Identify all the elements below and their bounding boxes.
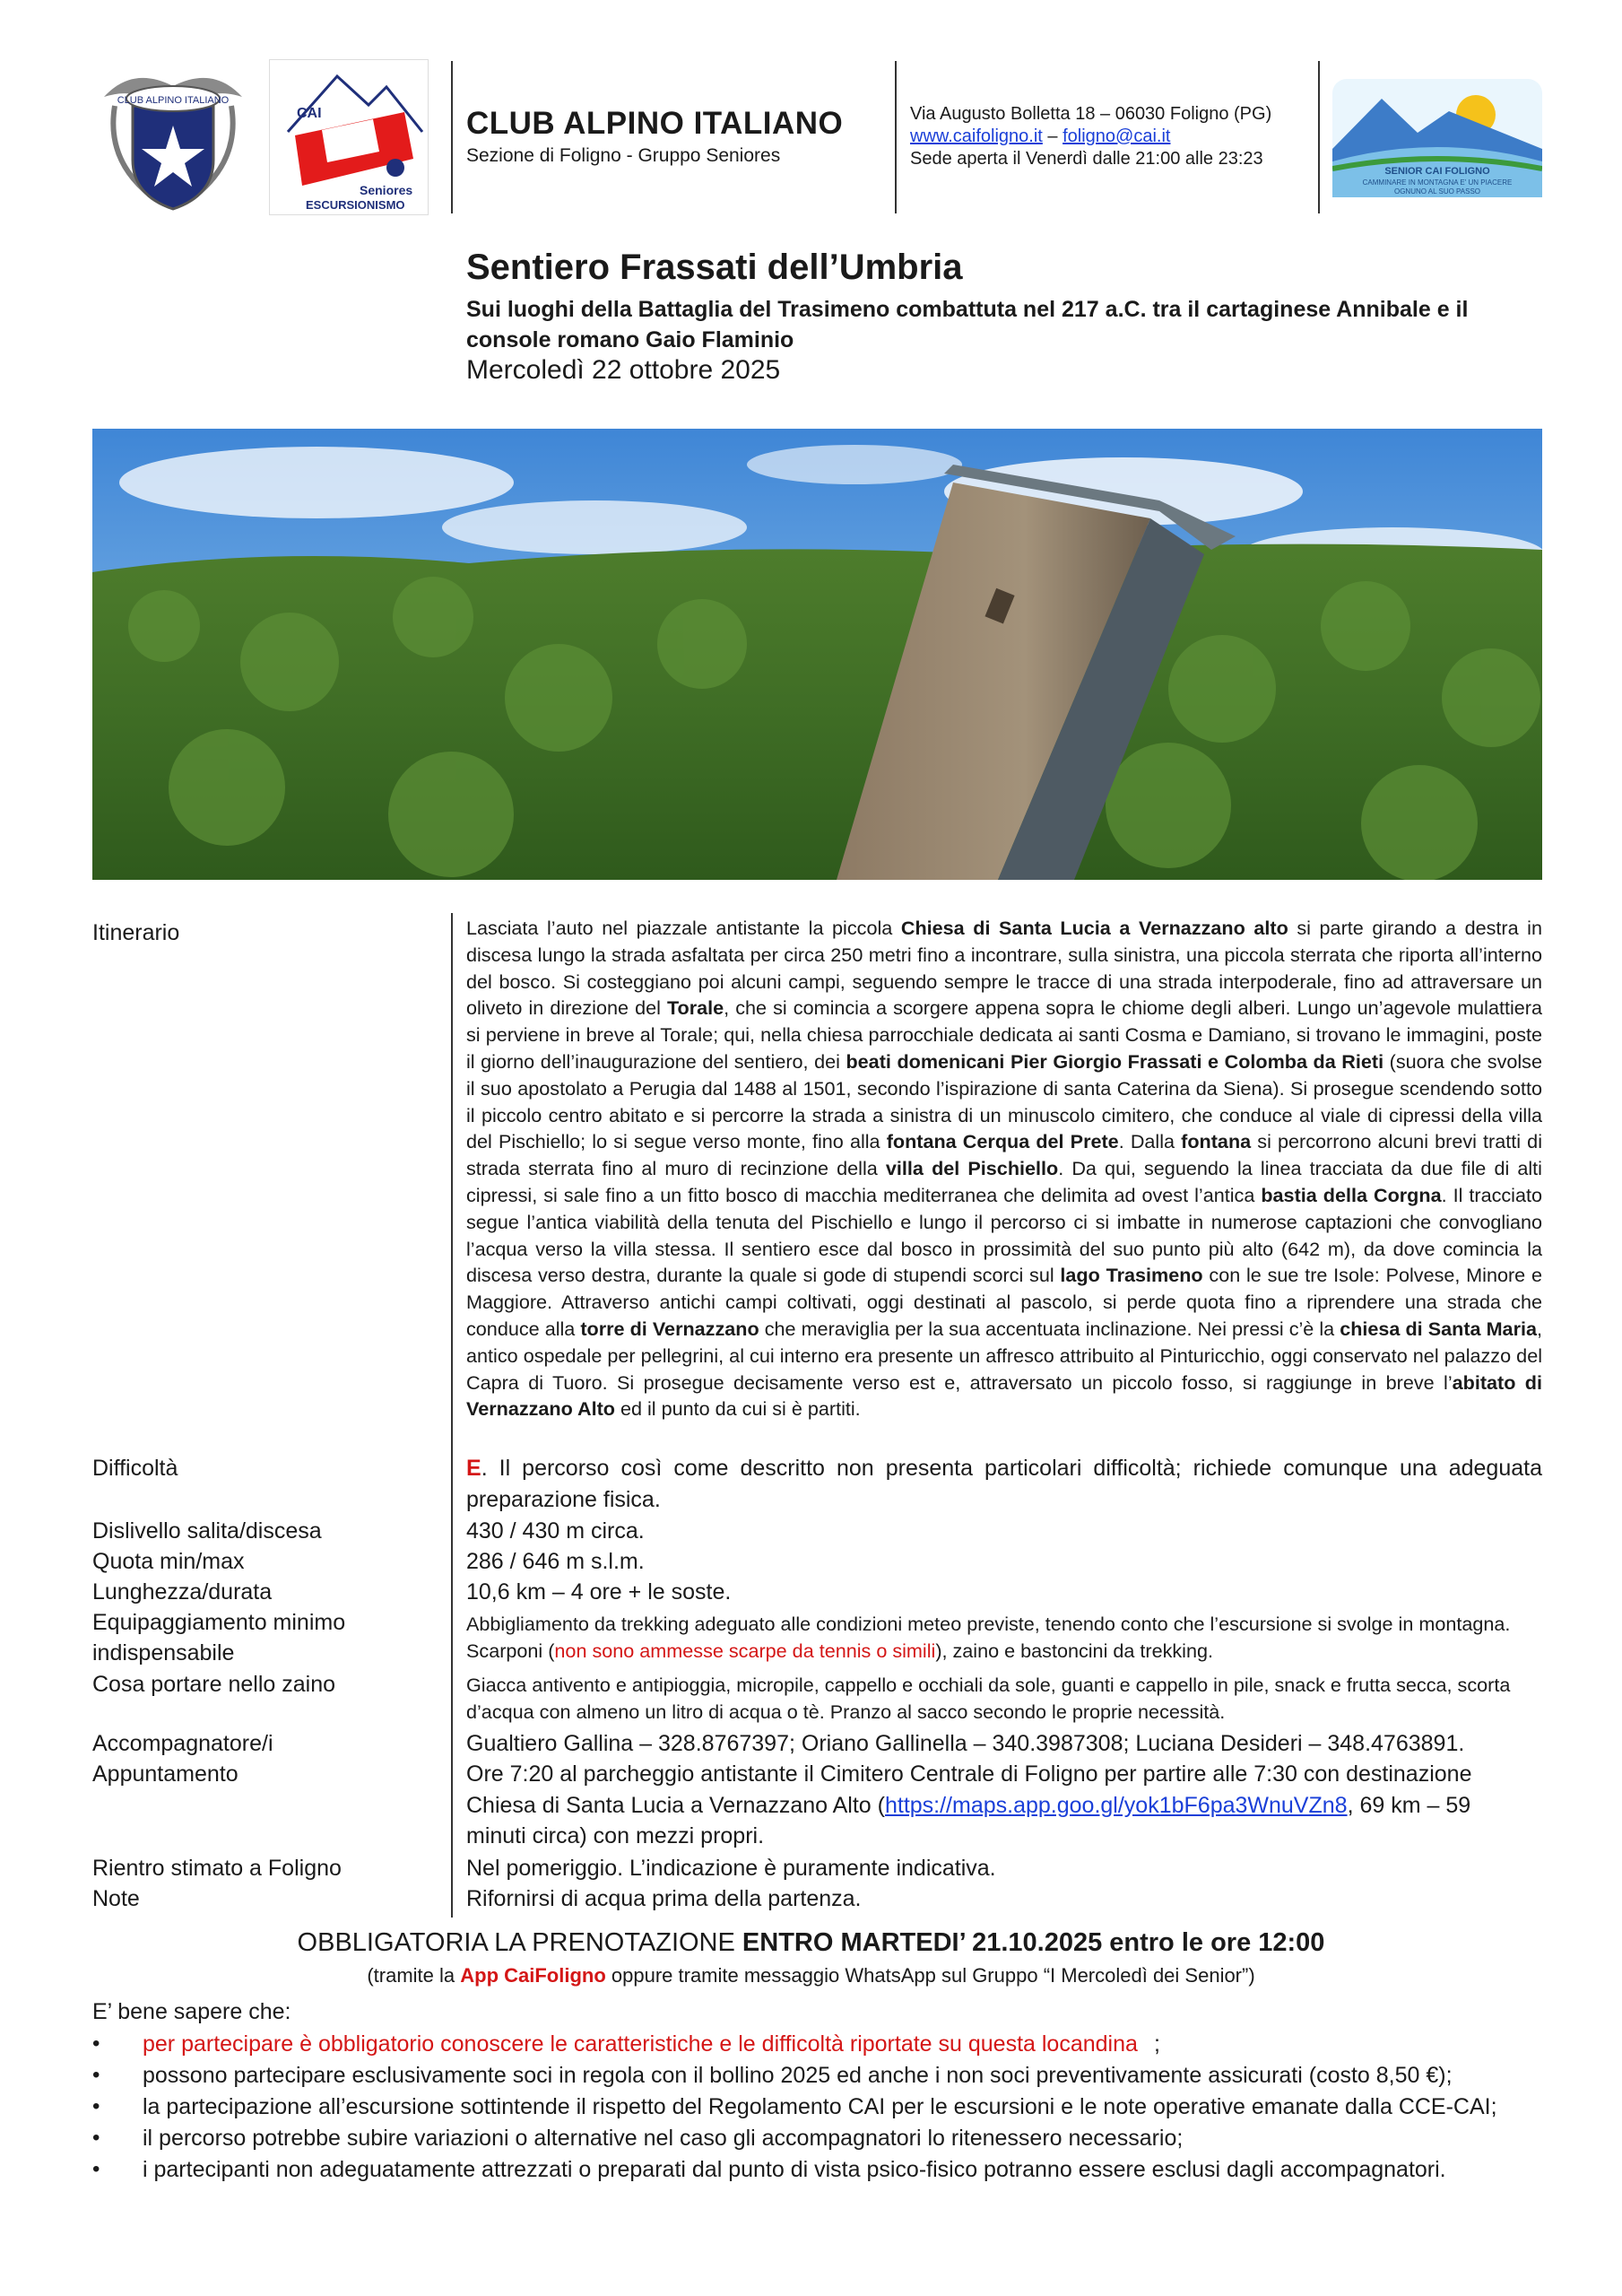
opening-hours: Sede aperta il Venerdì dalle 21:00 alle 23:23 <box>910 149 1263 169</box>
address: Via Augusto Bolletta 18 – 06030 Foligno (PG) <box>910 104 1272 124</box>
label-note: Note <box>92 1886 140 1911</box>
contact-block <box>910 103 1271 170</box>
svg-text:OGNUNO AL SUO PASSO: OGNUNO AL SUO PASSO <box>1393 187 1481 196</box>
label-lunghezza: Lunghezza/durata <box>92 1579 273 1605</box>
booking-notice: OBBLIGATORIA LA PRENOTAZIONE ENTRO MARTEDI’ 21.10.2025 entro le ore 12:00 <box>297 1928 1325 1957</box>
app-caifoligno: App CaiFoligno <box>460 1964 606 1987</box>
senior-cai-foligno-logo <box>1332 79 1542 197</box>
quota-value: 286 / 646 m s.l.m. <box>466 1549 645 1574</box>
email-link[interactable]: foligno@cai.it <box>1063 126 1171 146</box>
hero-photo-leaning-tower <box>92 429 1542 880</box>
label-appuntamento: Appuntamento <box>92 1761 239 1787</box>
header-divider-3 <box>1318 61 1320 213</box>
club-title: CLUB ALPINO ITALIANO <box>466 106 844 141</box>
itinerario-text: Lasciata l’auto nel piazzale antistante la piccola Chiesa di Santa Lucia a Vernazzano alto si parte girando a destra in discesa lungo la strada asfaltata per circa 250 metri fino a incontrare, sulla sinistra, una piccola sterrata che riporta all’interno del bosco. Si costeggiano poi alcuni campi, seguendo sempre le tracce di una strada interpoderale, fino ad attraversare un oliveto in direzione del Torale, che si comincia a scorgere appena sopra le chiome degli alberi. Lungo un’agevole mulattiera si perviene in breve al Torale; qui, nella chiesa parrocchiale dedicata ai santi Cosma e Damiano, si trovano le immagini, poste il giorno dell’inaugurazione del sentiero, dei beati domenicani Pier Giorgio Frassati e Colomba da Rieti (suora che svolse il suo apostolato a Perugia dal 1488 al 1501, secondo l’ispirazione di santa Caterina da Siena). Si prosegue scendendo sotto il piccolo centro abitato e si percorre la strada a sinistra di un minuscolo cimitero, che conduce al viale di cipressi della villa del Pischiello; lo si segue verso monte, fino alla fontana Cerqua del Prete. Dalla fontana si percorrono alcuni brevi tratti di strada sterrata fino al muro di recinzione della villa del Pischiello. Da qui, seguendo la linea tracciata da due file di alti cipressi, si sale fino a un fitto bosco di macchia mediterranea che delimita ad ovest l’antica bastia della Corgna. Il tracciato segue l’antica viabilità della tenuta del Pischiello e lungo il percorso ci si imbatte in numerose captazioni che convogliano l’acqua verso la villa stessa. Il sentiero esce dal bosco in prossimità del suo punto più alto (642 m), da dove comincia la discesa verso destra, durante la quale si gode di stupendi scorci sul lago Trasimeno con le sue tre Isole: Polvese, Minore e Maggiore. Attraverso antichi campi coltivati, oggi destinati al pascolo, si perde quota fino a riprendere una strada che conduce alla torre di Vernazzano che meraviglia per la sua accentuata inclinazione. Nei pressi c’è la chiesa di Santa Maria, antico ospedale per pellegrini, al cui interno era presente un affresco attribuito al Pinturicchio, oggi conservato nel palazzo del Capra di Tuoro. Si prosegue decisamente verso est e, attraversato un piccolo fosso, si raggiunge in breve l’abitato di Vernazzano Alto ed il punto da cui si è partiti. <box>466 917 1543 1421</box>
zaino-value: Giacca antivento e antipioggia, micropile, cappello e occhiali da sole, guanti e cappello in pile, snack e frutta secca, scorta d’acqua con almeno un litro di acqua o tè. Pranzo al sacco secondo le proprie necessità. <box>466 1674 1511 1723</box>
label-rientro: Rientro stimato a Foligno <box>92 1856 342 1881</box>
rientro-value: Nel pomeriggio. L’indicazione è puramente indicativa. <box>466 1856 996 1881</box>
label-zaino: Cosa portare nello zaino <box>92 1672 335 1697</box>
cai-eagle-logo <box>97 61 249 213</box>
page-subtitle: Sui luoghi della Battaglia del Trasimeno combattuta nel 217 a.C. tra il cartaginese Annibale e il console romano Gaio Flaminio <box>466 297 1469 352</box>
web-line: www.caifoligno.it – foligno@cai.it <box>910 126 1171 146</box>
cai-logo-text: CLUB ALPINO ITALIANO <box>117 95 230 106</box>
booking-method: (tramite la App CaiFoligno oppure tramite messaggio WhatsApp sul Gruppo “I Mercoledì dei Senior”) <box>367 1964 1255 1987</box>
lunghezza-value: 10,6 km – 4 ore + le soste. <box>466 1579 732 1605</box>
label-itinerario: Itinerario <box>92 920 180 945</box>
event-date: Mercoledì 22 ottobre 2025 <box>466 355 781 385</box>
club-subtitle: Sezione di Foligno - Gruppo Seniores <box>466 145 781 166</box>
website-link[interactable]: www.caifoligno.it <box>910 126 1043 146</box>
equipaggiamento-text: Abbigliamento da trekking adeguato alle condizioni meteo previste, tenendo conto che l’escursione si svolge in montagna. Scarponi (non sono ammesse scarpe da tennis o simili), zaino e bastoncini da trekking. <box>466 1613 1511 1662</box>
label-accompagnatori: Accompagnatore/i <box>92 1731 273 1756</box>
svg-text:SENIOR CAI FOLIGNO: SENIOR CAI FOLIGNO <box>1384 166 1490 177</box>
label-quota: Quota min/max <box>92 1549 245 1574</box>
header-divider-2 <box>895 61 897 213</box>
header-divider-1 <box>451 61 453 213</box>
appuntamento-text: Ore 7:20 al parcheggio antistante il Cimitero Centrale di Foligno per partire alle 7:30 con destinazione Chiesa di Santa Lucia a Vernazzano Alto (https://maps.app.goo.gl/yok1bF6pa3WnuVZn8, 69 km – 59 minuti circa) con mezzi propri. <box>466 1761 1472 1848</box>
difficulty-grade: E <box>466 1456 481 1481</box>
maps-link[interactable]: https://maps.app.goo.gl/yok1bF6pa3WnuVZn8 <box>884 1792 1348 1818</box>
label-difficolta: Difficoltà <box>92 1456 178 1481</box>
esc-seniores-logo <box>269 59 429 215</box>
difficolta-text: E. Il percorso così come descritto non presenta particolari difficoltà; richiede comunque una adeguata preparazione fisica. <box>466 1456 1542 1512</box>
page-title: Sentiero Frassati dell’Umbria <box>466 248 963 287</box>
notes-intro: E’ bene sapere che: <box>92 1999 291 2024</box>
dislivello-value: 430 / 430 m circa. <box>466 1518 645 1544</box>
label-equipaggiamento: Equipaggiamento minimo indispensabile <box>92 1610 346 1665</box>
no-tennis-shoes-warning: non sono ammesse scarpe da tennis o simili <box>554 1639 936 1662</box>
svg-text:CAMMINARE IN MONTAGNA E' UN PI: CAMMINARE IN MONTAGNA E' UN PIACERE <box>1362 178 1513 187</box>
svg-text:ESCURSIONISMO: ESCURSIONISMO <box>306 198 405 212</box>
svg-text:Seniores: Seniores <box>360 183 413 197</box>
accompagnatori-value: Gualtiero Gallina – 328.8767397; Oriano Gallinella – 340.3987308; Luciana Desideri – 348.4763891. <box>466 1731 1465 1756</box>
svg-text:CAI: CAI <box>297 106 322 121</box>
note-value: Rifornirsi di acqua prima della partenza. <box>466 1886 862 1911</box>
table-divider <box>451 913 453 1918</box>
label-dislivello: Dislivello salita/discesa <box>92 1518 322 1544</box>
